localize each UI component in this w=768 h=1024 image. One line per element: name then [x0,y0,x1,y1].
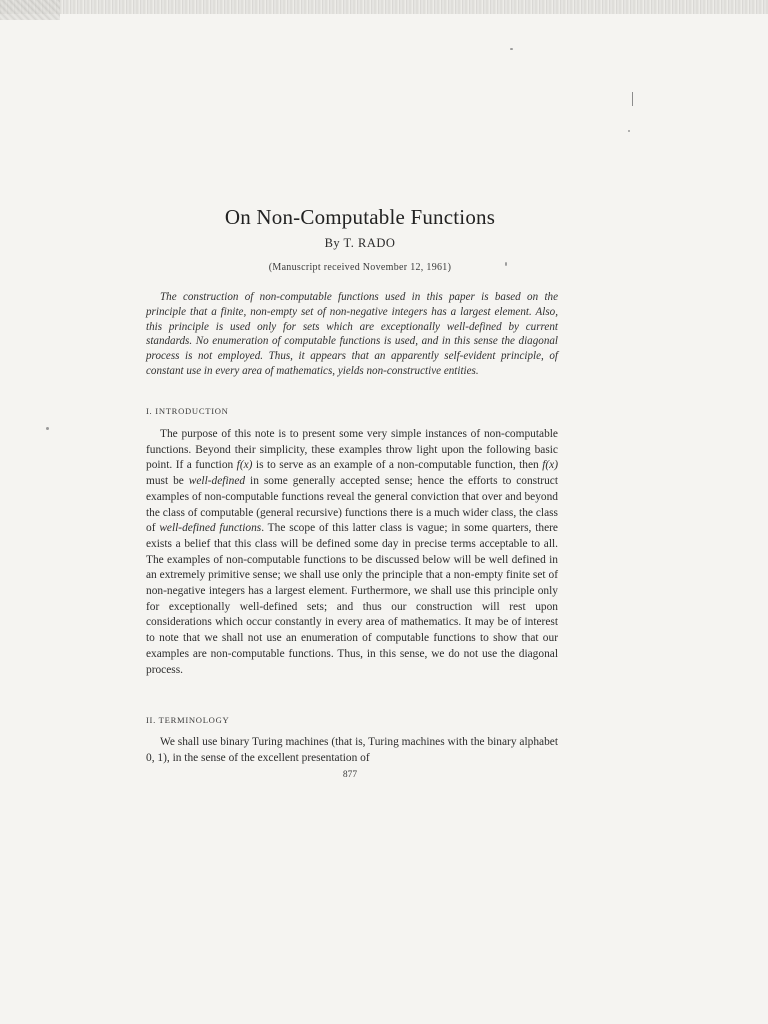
paper-author: By T. RADO [324,236,396,250]
intro-fx-1: f(x) [236,459,253,472]
section-heading-terminology: II. TERMINOLOGY [146,715,230,725]
scan-speck [510,48,513,50]
manuscript-received-note: (Manuscript received November 12, 1961) [268,262,452,273]
abstract: The construction of non-computable functions used in this paper is based on the principle that a finite, non-empty set of non-negative integers has a largest element. Also, this principle is used only for sets which are exceptionally well-defined by current standards. No enumeration of computable functions is used, and in this sense the diagonal process is not employed. Thus, it appears that an apparently self-evident principle, of constant use in every area of mathematics, yields non-constructive entities. [146,291,558,377]
intro-text-1: The purpose of this note is to present some very simple instances of non-computable functions. Beyond their simplicity, these examples throw light upon the following basic point. If a function [146,428,558,472]
paper-title: On Non-Computable Functions [224,205,496,229]
intro-text-3: must be [146,475,189,488]
intro-well-defined: well-defined [188,475,246,488]
scan-speck [628,130,630,132]
intro-fx-2: f(x) [542,459,558,472]
margin-mark [632,92,633,106]
terminology-paragraph: We shall use binary Turing machines (that is, Turing machines with the binary alphabet 0, 1), in the sense of the excellent presentation of [146,736,558,764]
intro-text-4: in some generally accepted sense; hence the efforts to construct examples of non-computable functions reveal the general conviction that over and beyond the class of computable (general recursive) functions there is a much wider class, the class of [146,475,558,535]
page-number: 877 [342,770,358,780]
intro-well-defined-functions: well-defined functions [159,522,262,535]
scan-speck [46,427,49,430]
scan-top-edge [0,0,768,14]
intro-text-2: is to serve as an example of a non-computable function, then [252,459,543,472]
scan-corner-artifact [0,0,60,20]
introduction-paragraph [146,427,558,678]
section-heading-introduction: I. INTRODUCTION [146,406,229,416]
intro-text-5: . The scope of this latter class is vague; in some quarters, there exists a belief that this class will be defined some day in precise terms acceptable to all. The examples of non-computable functions to be discussed below will be well defined in an extremely primitive sense; we shall use only the principle that a non-empty finite set of non-negative integers has a largest element. Furthermore, we shall use this principle only for exceptionally well-defined sets; and thus our construction will rest upon considerations which occur constantly in every area of mathematics. It may be of interest to note that we shall not use an enumeration of computable functions to show that our examples are non-computable functions. Thus, in this sense, we do not use the diagonal process. [146,522,558,676]
